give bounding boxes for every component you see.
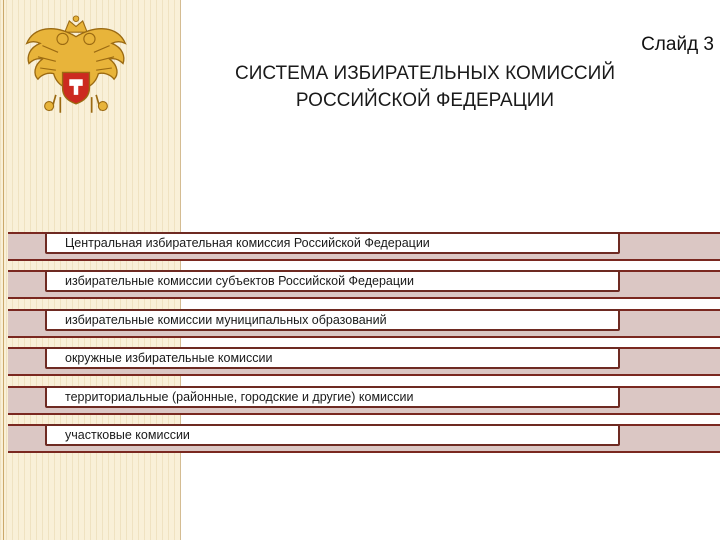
crown-icon xyxy=(65,16,87,32)
title-line-2: РОССИЙСКОЙ ФЕДЕРАЦИИ xyxy=(295,90,555,111)
level-box-territorial-commissions: территориальные (районные, городские и другие) комиссии xyxy=(45,386,620,408)
level-box-central-commission: Центральная избирательная комиссия Российской Федерации xyxy=(45,232,620,254)
level-box-municipal-commissions: избирательные комиссии муниципальных образований xyxy=(45,309,620,331)
page-title xyxy=(190,60,660,114)
left-edge-rule xyxy=(3,0,4,540)
level-box-subject-commissions: избирательные комиссии субъектов Российской Федерации xyxy=(45,270,620,292)
slide-number: Слайд 3 xyxy=(641,34,714,55)
level-box-district-commissions: окружные избирательные комиссии xyxy=(45,347,620,369)
coat-of-arms-icon xyxy=(20,12,132,124)
title-line-1: СИСТЕМА ИЗБИРАТЕЛЬНЫХ КОМИССИЙ xyxy=(235,63,615,84)
level-box-precinct-commissions: участковые комиссии xyxy=(45,424,620,446)
